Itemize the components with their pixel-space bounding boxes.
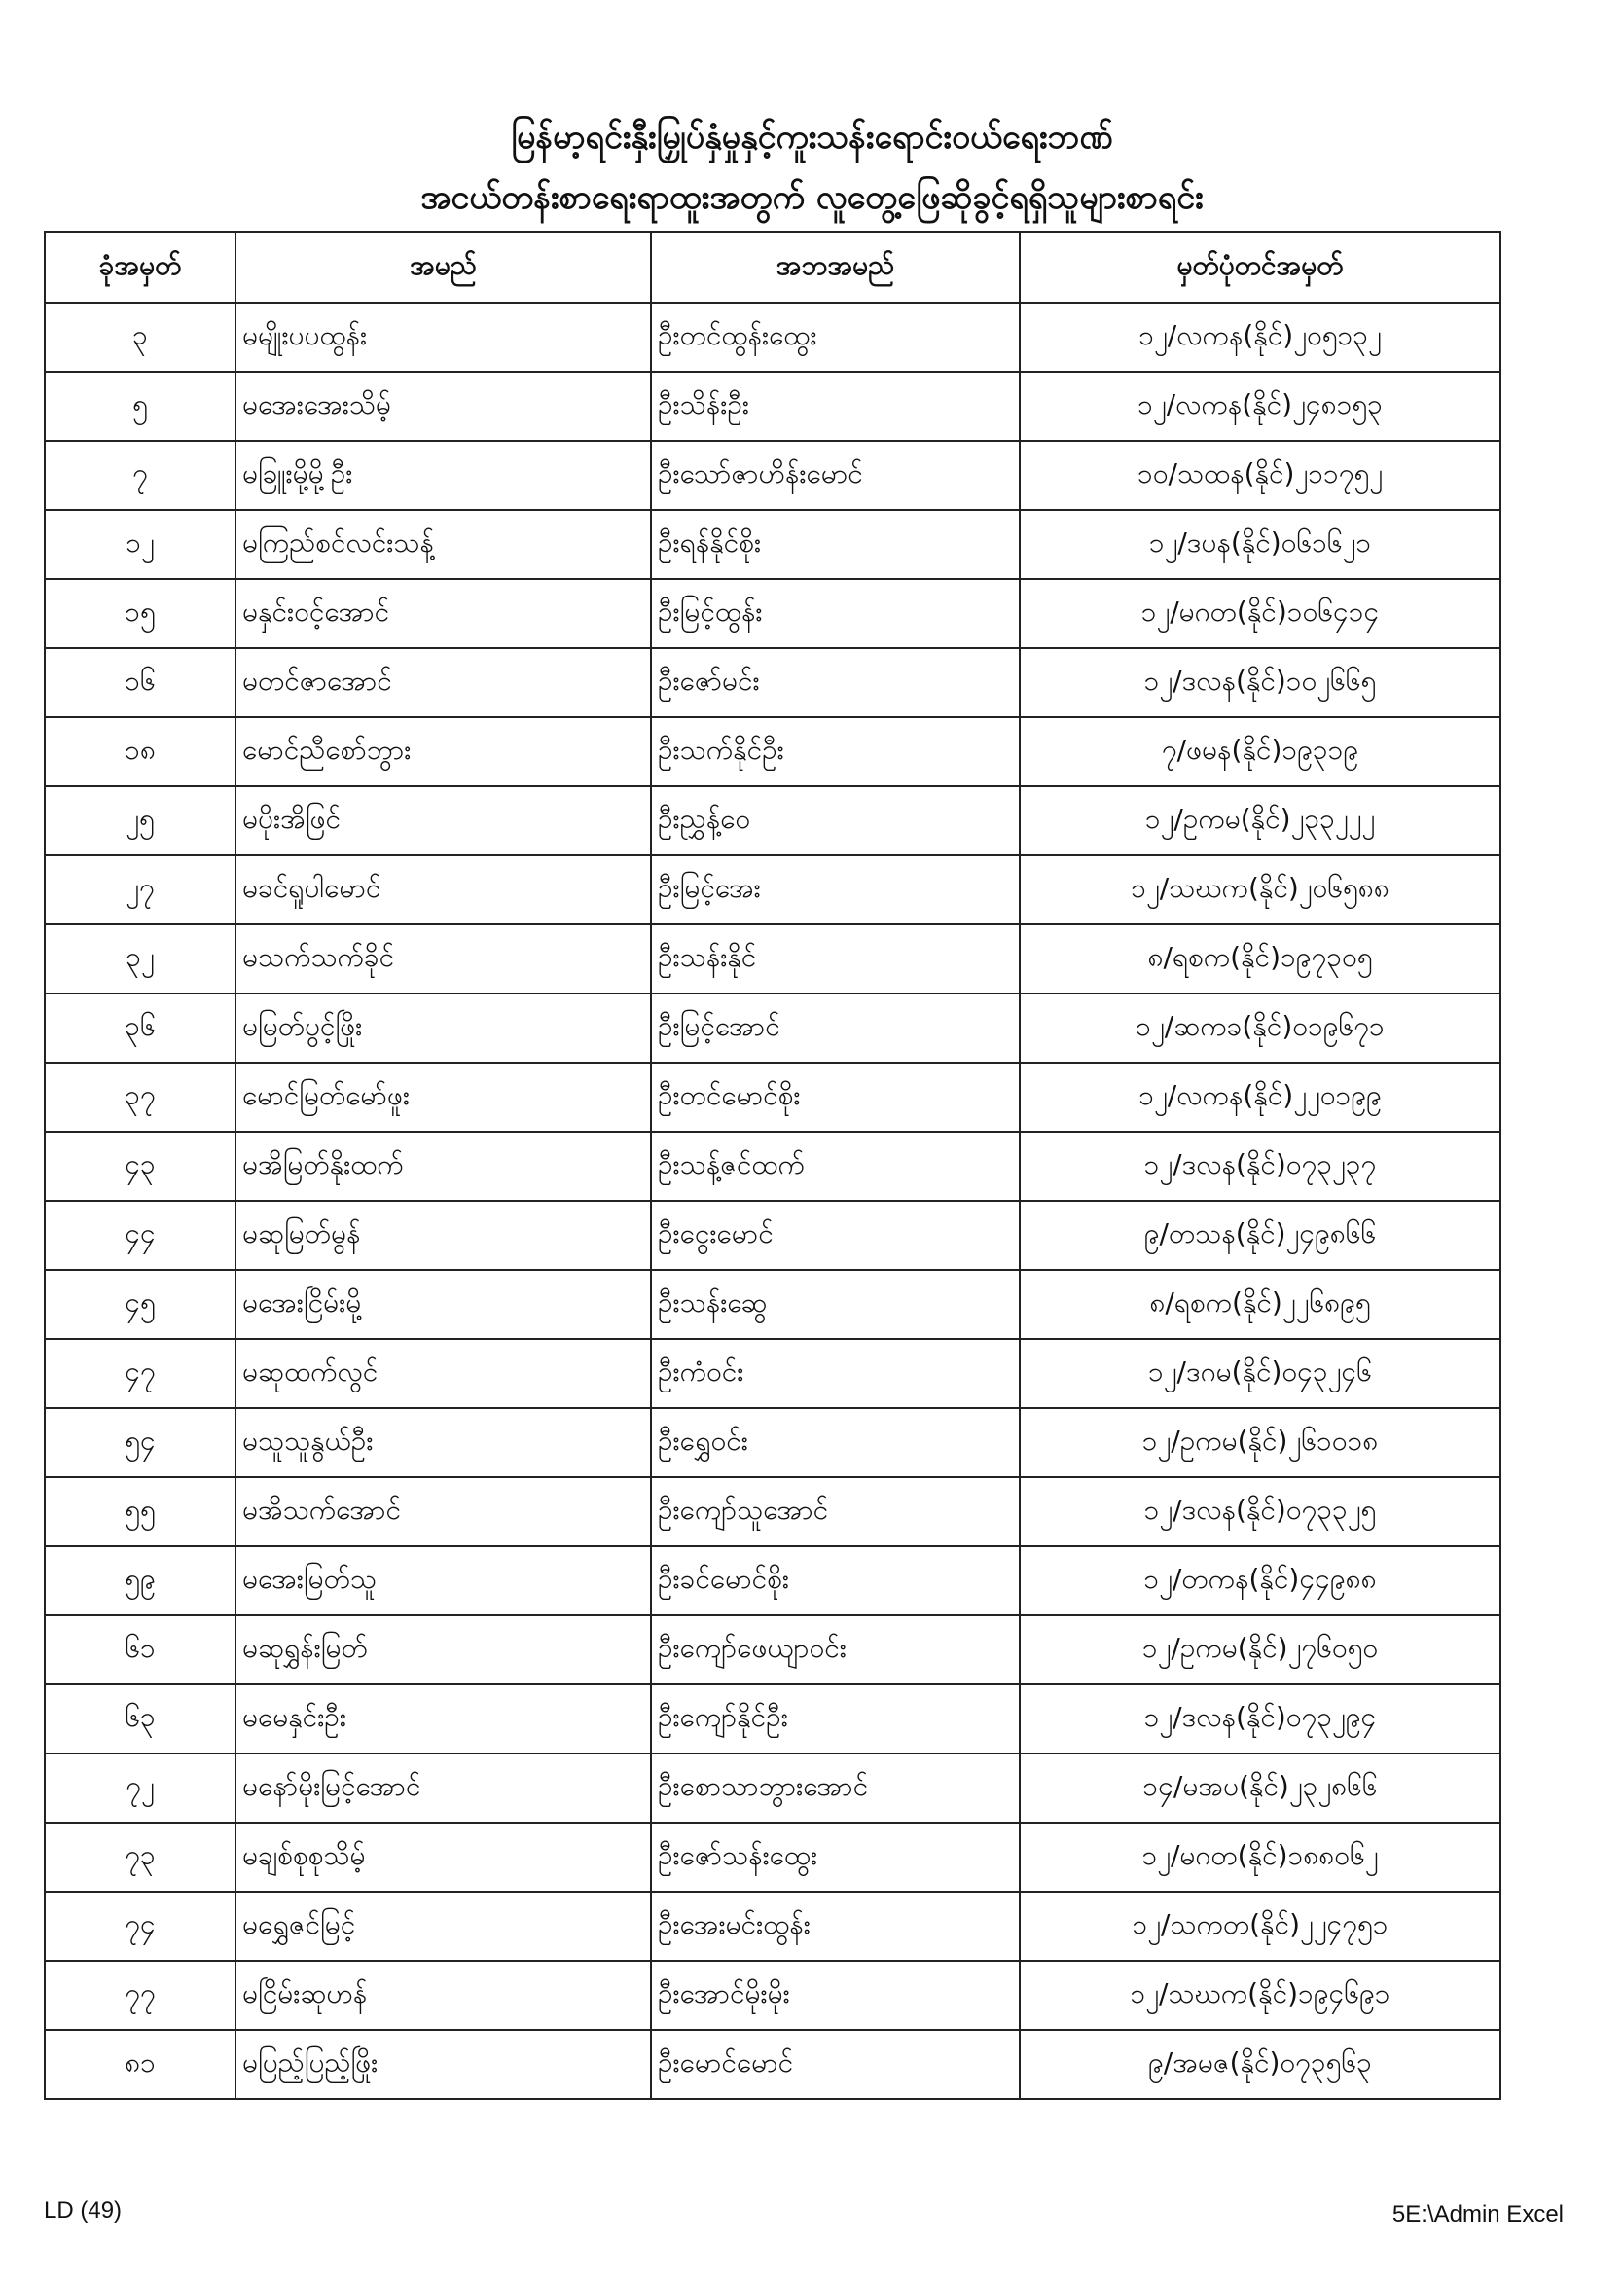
table-row: [45, 994, 1500, 1063]
name-cell: မမြတ်ပွင့်ဖြိုး: [235, 994, 651, 1063]
table-body: [45, 303, 1500, 2099]
roll-no-cell: ၅၄: [45, 1408, 235, 1477]
name-cell: မမျိုးပပထွန်း: [235, 303, 651, 372]
table-row: [45, 1132, 1500, 1201]
roll-no-cell: ၄၃: [45, 1132, 235, 1201]
name-cell: မပိုးအိဖြင်: [235, 786, 651, 855]
nrc-cell: ၁၂/မဂတ(နိုင်)၁၀၆၄၁၄: [1020, 579, 1500, 648]
name-cell: မအေးအေးသိမ့်: [235, 372, 651, 441]
nrc-cell: ၉/တသန(နိုင်)၂၄၉၈၆၆: [1020, 1201, 1500, 1270]
father-name-cell: ဦးသန်းဆွေ: [651, 1270, 1020, 1339]
name-cell: မဆုထက်လွင်: [235, 1339, 651, 1408]
candidate-table: [44, 231, 1501, 2100]
nrc-cell: ၁၂/မဂတ(နိုင်)၁၈၈၀၆၂: [1020, 1823, 1500, 1892]
nrc-cell: ၁၂/လကန(နိုင်)၂၂၀၁၉၉: [1020, 1063, 1500, 1132]
roll-no-cell: ၁၈: [45, 717, 235, 786]
nrc-cell: ၁၂/ဆကခ(နိုင်)၀၁၉၆၇၁: [1020, 994, 1500, 1063]
father-name-cell: ဦးမောင်မောင်: [651, 2030, 1020, 2099]
father-name-cell: ဦးစောသာဘွားအောင်: [651, 1754, 1020, 1823]
name-cell: မောင်မြတ်မော်ဖူး: [235, 1063, 651, 1132]
father-name-cell: ဦးအေးမင်းထွန်း: [651, 1892, 1020, 1961]
table-row: [45, 1892, 1500, 1961]
nrc-cell: ၁၂/လကန(နိုင်)၂၀၅၁၃၂: [1020, 303, 1500, 372]
table-row: [45, 855, 1500, 924]
father-name-cell: ဦးမြင့်အေး: [651, 855, 1020, 924]
table-row: [45, 303, 1500, 372]
roll-no-cell: ၁၂: [45, 510, 235, 579]
table-row: [45, 510, 1500, 579]
nrc-cell: ၁၂/ဥကမ(နိုင်)၂၆၁၀၁၈: [1020, 1408, 1500, 1477]
father-name-cell: ဦးတင်မောင်စိုး: [651, 1063, 1020, 1132]
name-cell: မဆုမြတ်မွန်: [235, 1201, 651, 1270]
name-cell: မရွှေဇင်မြင့်: [235, 1892, 651, 1961]
name-cell: မမေနှင်းဦး: [235, 1684, 651, 1754]
table-header-row: [45, 232, 1500, 303]
father-name-cell: ဦးသန်းနိုင်: [651, 924, 1020, 994]
nrc-cell: ၁၂/ဒလန(နိုင်)၁၀၂၆၆၅: [1020, 648, 1500, 717]
father-name-cell: ဦးရန်နိုင်စိုး: [651, 510, 1020, 579]
nrc-cell: ၉/အမဇ(နိုင်)၀၇၃၅၆၃: [1020, 2030, 1500, 2099]
table-row: [45, 1063, 1500, 1132]
table-row: [45, 579, 1500, 648]
nrc-cell: ၇/ဖမန(နိုင်)၁၉၃၁၉: [1020, 717, 1500, 786]
table-row: [45, 1754, 1500, 1823]
name-cell: မခြူးမို့မို့ဦး: [235, 441, 651, 510]
table-row: [45, 1408, 1500, 1477]
father-name-cell: ဦးမြင့်ထွန်း: [651, 579, 1020, 648]
father-name-cell: ဦးသန့်ဇင်ထက်: [651, 1132, 1020, 1201]
roll-no-cell: ၇၂: [45, 1754, 235, 1823]
nrc-cell: ၁၂/ဒပန(နိုင်)၀၆၁၆၂၁: [1020, 510, 1500, 579]
father-name-cell: ဦးရွှေဝင်း: [651, 1408, 1020, 1477]
nrc-cell: ၁၂/သဃက(နိုင်)၁၉၄၆၉၁: [1020, 1961, 1500, 2030]
nrc-cell: ၁၂/ဒလန(နိုင်)၀၇၃၃၂၅: [1020, 1477, 1500, 1546]
nrc-cell: ၁၂/လကန(နိုင်)၂၄၈၁၅၃: [1020, 372, 1500, 441]
table-row: [45, 1270, 1500, 1339]
roll-no-cell: ၇၃: [45, 1823, 235, 1892]
roll-no-cell: ၅: [45, 372, 235, 441]
nrc-cell: ၁၂/ဒလန(နိုင်)၀၇၃၂၉၄: [1020, 1684, 1500, 1754]
name-cell: မတင်ဇာအောင်: [235, 648, 651, 717]
roll-no-cell: ၈၁: [45, 2030, 235, 2099]
name-cell: မနော်မိုးမြင့်အောင်: [235, 1754, 651, 1823]
table-row: [45, 1823, 1500, 1892]
title-line-1: မြန်မာ့ရင်းနှီးမြှုပ်နှံမှုနှင့်ကူးသန်းရောင်းဝယ်ရေးဘဏ်: [511, 118, 1113, 157]
roll-no-cell: ၃၆: [45, 994, 235, 1063]
name-cell: မောင်ညီစော်ဘွား: [235, 717, 651, 786]
father-name-cell: ဦးညွှန့်ဝေ: [651, 786, 1020, 855]
father-name-cell: ဦးမြင့်အောင်: [651, 994, 1020, 1063]
roll-no-cell: ၃၇: [45, 1063, 235, 1132]
roll-no-cell: ၇၇: [45, 1961, 235, 2030]
roll-no-cell: ၇: [45, 441, 235, 510]
nrc-cell: ၁၂/ဥကမ(နိုင်)၂၇၆၀၅၀: [1020, 1615, 1500, 1684]
father-name-cell: ဦးကျော်ဖေယျာဝင်း: [651, 1615, 1020, 1684]
father-name-cell: ဦးကျော်သူအောင်: [651, 1477, 1020, 1546]
table-row: [45, 2030, 1500, 2099]
table-row: [45, 648, 1500, 717]
roll-no-cell: ၅၉: [45, 1546, 235, 1615]
nrc-cell: ၁၂/တကန(နိုင်)၄၄၉၈၈: [1020, 1546, 1500, 1615]
name-cell: မအေးမြတ်သူ: [235, 1546, 651, 1615]
roll-no-cell: ၃: [45, 303, 235, 372]
header-nrc: မှတ်ပုံတင်အမှတ်: [1020, 232, 1500, 303]
table-row: [45, 372, 1500, 441]
nrc-cell: ၈/ရစက(နိုင်)၁၉၇၃၀၅: [1020, 924, 1500, 994]
nrc-cell: ၁၂/သကတ(နိုင်)၂၂၄၇၅၁: [1020, 1892, 1500, 1961]
document-title: [0, 107, 1624, 228]
name-cell: မသက်သက်ခိုင်: [235, 924, 651, 994]
father-name-cell: ဦးသော်ဇာဟိန်းမောင်: [651, 441, 1020, 510]
nrc-cell: ၁၀/သထန(နိုင်)၂၁၁၇၅၂: [1020, 441, 1500, 510]
header-name: အမည်: [235, 232, 651, 303]
name-cell: မချစ်စုစုသိမ့်: [235, 1823, 651, 1892]
footer-page-code: LD (49): [44, 2197, 123, 2224]
nrc-cell: ၁၂/ဥကမ(နိုင်)၂၃၃၂၂၂: [1020, 786, 1500, 855]
header-father-name: အဘအမည်: [651, 232, 1020, 303]
father-name-cell: ဦးဇော်သန်းထွေး: [651, 1823, 1020, 1892]
name-cell: မအိသက်အောင်: [235, 1477, 651, 1546]
father-name-cell: ဦးသိန်းဦး: [651, 372, 1020, 441]
nrc-cell: ၁၂/သဃက(နိုင်)၂၀၆၅၈၈: [1020, 855, 1500, 924]
table-row: [45, 1961, 1500, 2030]
table-row: [45, 924, 1500, 994]
footer-file-path: 5E:\Admin Excel: [1391, 2201, 1564, 2227]
father-name-cell: ဦးအောင်မိုးမိုး: [651, 1961, 1020, 2030]
nrc-cell: ၁၂/ဒဂမ(နိုင်)၀၄၃၂၄၆: [1020, 1339, 1500, 1408]
roll-no-cell: ၄၄: [45, 1201, 235, 1270]
father-name-cell: ဦးဇော်မင်း: [651, 648, 1020, 717]
father-name-cell: ဦးကံဝင်း: [651, 1339, 1020, 1408]
name-cell: မအိမြတ်နိုးထက်: [235, 1132, 651, 1201]
table-row: [45, 1684, 1500, 1754]
table-row: [45, 1201, 1500, 1270]
father-name-cell: ဦးတင်ထွန်းထွေး: [651, 303, 1020, 372]
roll-no-cell: ၁၆: [45, 648, 235, 717]
table-row: [45, 1477, 1500, 1546]
header-roll-no: ခုံအမှတ်: [45, 232, 235, 303]
roll-no-cell: ၂၅: [45, 786, 235, 855]
roll-no-cell: ၄၅: [45, 1270, 235, 1339]
nrc-cell: ၈/ရစက(နိုင်)၂၂၆၈၉၅: [1020, 1270, 1500, 1339]
roll-no-cell: ၃၂: [45, 924, 235, 994]
roll-no-cell: ၆၁: [45, 1615, 235, 1684]
nrc-cell: ၁၂/ဒလန(နိုင်)၀၇၃၂၃၇: [1020, 1132, 1500, 1201]
table-row: [45, 786, 1500, 855]
father-name-cell: ဦးသက်နိုင်ဦး: [651, 717, 1020, 786]
roll-no-cell: ၆၃: [45, 1684, 235, 1754]
roll-no-cell: ၁၅: [45, 579, 235, 648]
roll-no-cell: ၅၅: [45, 1477, 235, 1546]
roll-no-cell: ၄၇: [45, 1339, 235, 1408]
name-cell: မကြည်စင်လင်းသန့်: [235, 510, 651, 579]
table-row: [45, 1339, 1500, 1408]
name-cell: မအေးငြိမ်းမို့: [235, 1270, 651, 1339]
father-name-cell: ဦးခင်မောင်စိုး: [651, 1546, 1020, 1615]
table-row: [45, 1546, 1500, 1615]
table-row: [45, 1615, 1500, 1684]
roll-no-cell: ၂၇: [45, 855, 235, 924]
father-name-cell: ဦးငွေးမောင်: [651, 1201, 1020, 1270]
name-cell: မဆုရွှန်းမြတ်: [235, 1615, 651, 1684]
table-row: [45, 717, 1500, 786]
name-cell: မနှင်းဝင့်အောင်: [235, 579, 651, 648]
name-cell: မခင်ရူပါမောင်: [235, 855, 651, 924]
father-name-cell: ဦးကျော်နိုင်ဦး: [651, 1684, 1020, 1754]
title-line-2: အငယ်တန်းစာရေးရာထူးအတွက် လူတွေ့ဖြေဆိုခွင့်ရရှိသူများစာရင်း: [420, 178, 1204, 217]
table-row: [45, 441, 1500, 510]
nrc-cell: ၁၄/မအပ(နိုင်)၂၃၂၈၆၆: [1020, 1754, 1500, 1823]
name-cell: မသူသူနွယ်ဦး: [235, 1408, 651, 1477]
name-cell: မငြိမ်းဆုဟန်: [235, 1961, 651, 2030]
name-cell: မပြည့်ပြည့်ဖြိုး: [235, 2030, 651, 2099]
roll-no-cell: ၇၄: [45, 1892, 235, 1961]
